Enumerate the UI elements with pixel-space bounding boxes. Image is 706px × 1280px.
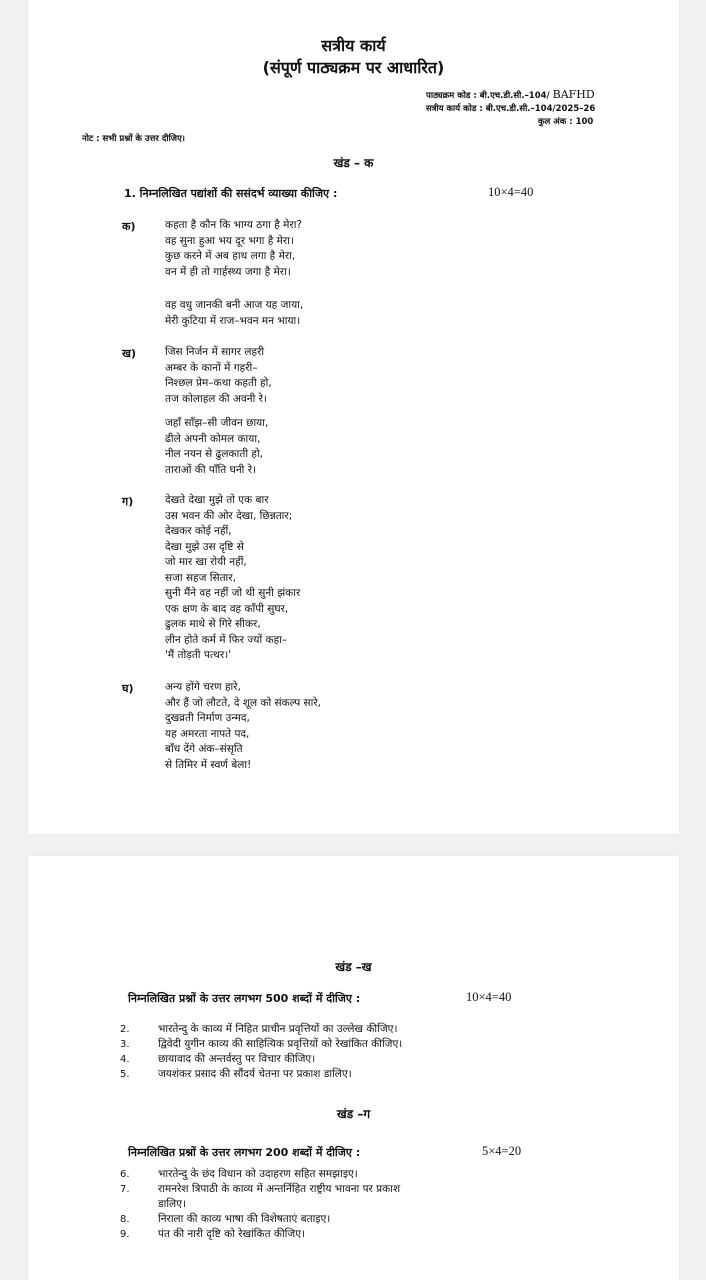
verse-line: यह अमरता नापते पद, (165, 727, 250, 740)
question-item (120, 1052, 402, 1067)
verse-line: देखकर कोई नहीं, (165, 525, 232, 537)
question-item (120, 1227, 400, 1242)
verse-line: ताराओं की पाँति घनी रे। (165, 463, 256, 476)
verse-line: दुखव्रती निर्माण उन्मद, (165, 712, 250, 724)
question-number: 9. (120, 1229, 130, 1240)
verse-line: कहता है कौन कि भाग्य ठगा है मेरा? (165, 219, 302, 231)
verse-line: निश्छल प्रेम–कथा कहती हो, (165, 377, 272, 389)
question-text: भारतेन्दु के छंद विधान को उदाहरण सहित समझाइए। (158, 1168, 358, 1180)
verse-line: देखते देखा मुझे तो एक बार (165, 494, 269, 506)
verse-line: सजा सहज सितार, (165, 571, 236, 584)
section-c-marks: 5×4=20 (482, 1144, 522, 1158)
instruction-note: नोट : सभी प्रश्नों के उत्तर दीजिए। (82, 134, 186, 144)
question-1-marks: 10×4=40 (488, 185, 534, 199)
verse-line: सुनी मैंने वह नहीं जो थी सुनी झंकार (165, 587, 301, 599)
question-item (120, 1022, 402, 1037)
verse-line: मेरी कुटिया में राज–भवन मन भाया। (165, 314, 301, 327)
course-code-suffix: BAFHD (552, 88, 595, 101)
question-item (120, 1212, 400, 1227)
question-number: 2. (120, 1024, 130, 1035)
question-text: छायावाद की अन्तर्वस्तु पर विचार कीजिए। (158, 1053, 316, 1065)
document-title: सत्रीय कार्य (321, 36, 386, 55)
section-a-heading: खंड – क (333, 156, 374, 170)
question-list (120, 1022, 402, 1082)
section-c-heading: खंड –ग (336, 1107, 371, 1121)
verse-line: 'मैं तोड़ती पत्थर।' (165, 649, 232, 661)
question-text: निराला की काव्य भाषा की विशेषताएं बताइए। (158, 1213, 331, 1225)
section-c-instruction: निम्नलिखित प्रश्नों के उत्तर लगभग 200 शब्दों में दीजिए : (128, 1146, 361, 1159)
verse-line: देखा मुझे उस दृष्टि से (165, 540, 244, 553)
verse-line: ढीले अपनी कोमल काया, (165, 432, 261, 445)
course-code (426, 88, 595, 101)
question-number: 5. (120, 1069, 130, 1080)
verse-line: लीन होते कर्म में फिर ज्यों कहा– (165, 633, 288, 646)
verse-line: अम्बर के कानों में गहरी– (165, 361, 258, 374)
passage-label: क) (122, 220, 136, 233)
passage-stanza (165, 416, 268, 478)
document-page-2 (28, 856, 679, 1280)
question-number: 6. (120, 1169, 130, 1180)
verse-line: उस भवन की ओर देखा, छिन्नतार; (165, 509, 293, 522)
question-text: डालिए। (158, 1198, 186, 1210)
question-number: 8. (120, 1214, 130, 1225)
passage-stanza (165, 493, 300, 664)
question-number: 7. (120, 1184, 130, 1195)
document-page-1 (28, 0, 679, 834)
verse-line: और हैं जो लौटते, दे शूल को संकल्प सारे, (165, 696, 321, 709)
section-b-marks: 10×4=40 (466, 990, 512, 1004)
verse-line: तज कोलाहल की अवनी रे। (165, 392, 267, 405)
verse-line: कुछ करने में अब हाथ लगा है मेरा, (165, 250, 296, 262)
question-item (120, 1067, 402, 1082)
section-b-instruction: निम्नलिखित प्रश्नों के उत्तर लगभग 500 शब्दों में दीजिए : (128, 992, 361, 1005)
verse-line: वह वधु जानकी बनी आज यह जाया, (165, 299, 304, 311)
question-1: 1. निम्नलिखित पद्यांशों की ससंदर्भ व्याख्या कीजिए : (124, 187, 338, 200)
question-number: 4. (120, 1054, 130, 1065)
verse-line: जिस निर्जन में सागर लहरी (165, 346, 265, 358)
question-number: 3. (120, 1039, 130, 1050)
question-text: भारतेन्दु के काव्य में निहित प्राचीन प्रवृत्तियों का उल्लेख कीजिए। (158, 1023, 398, 1035)
verse-line: जो मार खा रोयी नहीं, (165, 556, 247, 568)
question-text: पंत की नारी दृष्टि को रेखांकित कीजिए। (158, 1228, 305, 1240)
document-subtitle: (संपूर्ण पाठ्यक्रम पर आधारित) (262, 58, 445, 77)
verse-line: वन में ही तो गार्हस्थ्य जगा है मेरा। (165, 265, 291, 278)
verse-line: बाँध देंगे अंक–संसृति (165, 743, 243, 755)
question-text: जयशंकर प्रसाद की सौंदर्य चेतना पर प्रकाश डालिए। (158, 1068, 352, 1080)
verse-line: नील नयन से ढुलकाती हो, (165, 448, 264, 460)
passage-stanza (165, 345, 272, 407)
passage-stanza (165, 218, 302, 280)
question-text: द्विवेदी युगीन काव्य की साहित्यिक प्रवृत्तियों को रेखांकित कीजिए। (158, 1038, 403, 1050)
question-item (120, 1167, 400, 1182)
verse-line: अन्य होंगे चरण हारे, (165, 681, 241, 693)
passage-label: ग) (122, 495, 134, 508)
passage-label: घ) (122, 682, 134, 695)
question-item (120, 1182, 400, 1197)
question-text: रामनरेश त्रिपाठी के काव्य में अन्तर्निहित राष्ट्रीय भावना पर प्रकाश (158, 1183, 401, 1195)
question-item (120, 1037, 402, 1052)
verse-line: वह सुना हुआ भय दूर भगा है मेरा। (165, 234, 294, 247)
passage-stanza (165, 680, 321, 773)
verse-line: से तिमिर में स्वर्ण बेला! (165, 758, 252, 771)
course-code-prefix: पाठ्यक्रम कोड : बी.एच.डी.सी.–104/ (426, 91, 550, 101)
verse-line: ढुलक माथे से गिरे सीकर, (165, 618, 261, 630)
assignment-code: सत्रीय कार्य कोड : बी.एच.डी.सी.–104/2025–26 (426, 104, 596, 114)
passage-label: ख) (122, 347, 137, 360)
section-b-heading: खंड –ख (335, 960, 372, 974)
passage-stanza (165, 298, 303, 329)
question-list (120, 1167, 400, 1242)
question-item-continuation (120, 1197, 400, 1212)
total-marks: कुल अंक : 100 (538, 117, 594, 127)
verse-line: जहाँ साँझ–सी जीवन छाया, (165, 417, 269, 429)
verse-line: एक क्षण के बाद वह काँपी सुघर, (165, 602, 289, 615)
